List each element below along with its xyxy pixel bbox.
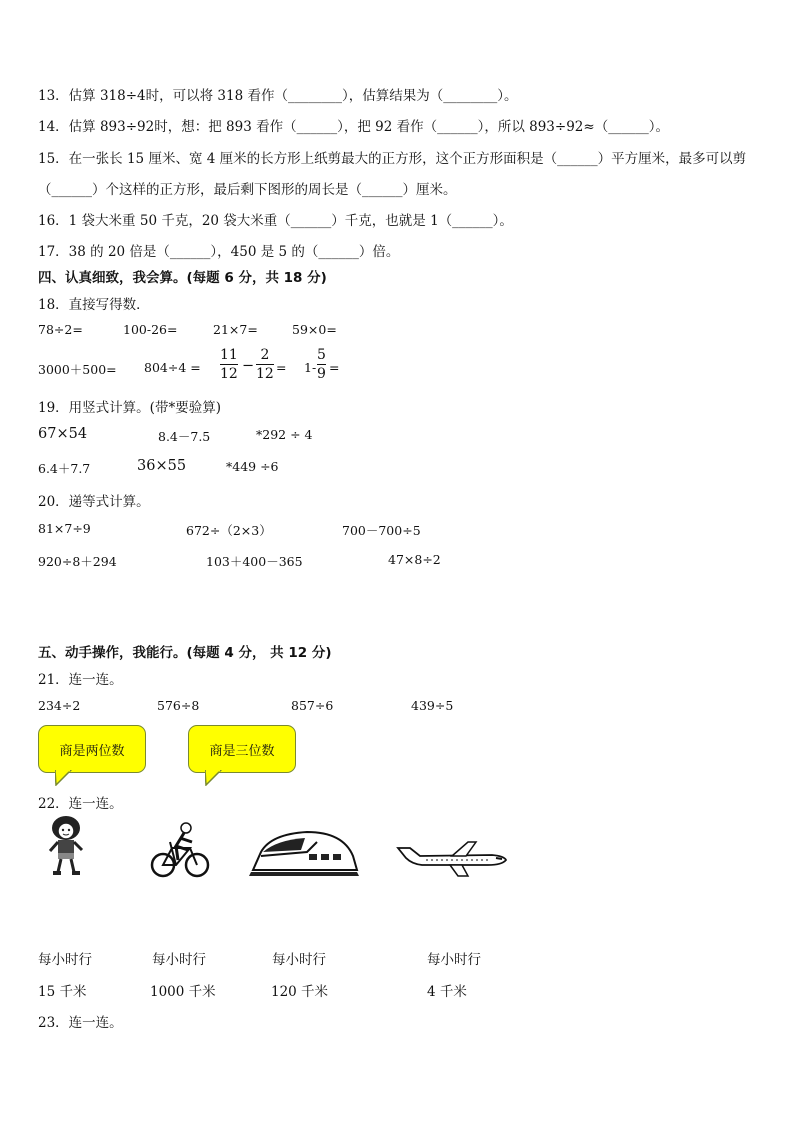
bubble-three-digit[interactable] [188,725,296,773]
speed-value[interactable]: 15 千米 [38,984,87,1000]
question-17: 17．38 的 20 倍是（______），450 是 5 的（______）倍。 [38,244,400,260]
division-item[interactable]: 857÷6 [291,698,334,713]
question-23: 23．连一连。 [38,1015,123,1031]
calc-item: 67×54 [38,426,88,442]
bubble-two-digit[interactable] [38,725,146,773]
calc-item: 8.4－7.5 [158,429,211,444]
speed-label: 每小时行 [427,952,481,968]
bubble-label: 商是两位数 [59,743,125,759]
minus-sign: − [242,358,255,374]
equals-sign: = [276,360,287,375]
question-21: 21．连一连。 [38,672,123,688]
high-speed-train-icon[interactable] [247,826,359,878]
calc-item: 3000＋500= [38,362,117,377]
calc-item: 100-26= [123,322,178,337]
cyclist-icon[interactable] [150,820,210,880]
calc-item: 804÷4 = [144,360,201,375]
division-item[interactable]: 234÷2 [38,698,81,713]
section-5-heading: 五、动手操作，我能行。(每题 4 分， 共 12 分) [38,645,332,661]
speed-value[interactable]: 1000 千米 [150,984,216,1000]
airplane-icon[interactable] [396,838,508,878]
fraction-5-9: 5 9 [317,347,326,382]
calc-item: 81×7÷9 [38,521,91,536]
question-20: 20．递等式计算。 [38,494,150,510]
question-16: 16．1 袋大米重 50 千克，20 袋大米重（______）千克，也就是 1（______）。 [38,213,513,229]
speed-value[interactable]: 4 千米 [427,984,467,1000]
calc-item: 672÷（2×3） [186,523,272,538]
division-item[interactable]: 576÷8 [157,698,200,713]
bubble-label: 商是三位数 [209,743,275,759]
speed-label: 每小时行 [272,952,326,968]
speed-label: 每小时行 [152,952,206,968]
speed-label: 每小时行 [38,952,92,968]
question-13: 13．估算 318÷4时，可以将 318 看作（________），估算结果为（________）。 [38,88,518,104]
bubble-tail-icon [55,770,75,786]
calc-item: 47×8÷2 [388,552,441,567]
calc-item: 920÷8＋294 [38,554,117,569]
question-22: 22．连一连。 [38,796,123,812]
equals-sign: = [329,360,340,375]
calc-item: 103＋400－365 [206,554,303,569]
calc-item: 36×55 [137,458,187,474]
calc-item: 700－700÷5 [342,523,421,538]
section-4-heading: 四、认真细致，我会算。(每题 6 分，共 18 分) [38,270,327,286]
calc-item: *292 ÷ 4 [256,427,313,442]
calc-item: 6.4＋7.7 [38,461,91,476]
division-item[interactable]: 439÷5 [411,698,454,713]
bubble-tail-icon [205,770,225,786]
question-14: 14．估算 893÷92时，想：把 893 看作（______），把 92 看作（______），所以 893÷92≈（______）。 [38,119,669,135]
question-18: 18．直接写得数． [38,297,150,313]
calc-item: 59×0= [292,322,337,337]
fraction-2-12: 2 12 [256,347,274,382]
question-19: 19．用竖式计算。(带*要验算) [38,400,221,416]
speed-value[interactable]: 120 千米 [271,984,329,1000]
question-15-line1: 15．在一张长 15 厘米、宽 4 厘米的长方形上纸剪最大的正方形，这个正方形面积是（______）平方厘米，最多可以剪 [38,151,747,167]
calc-item: 21×7= [213,322,258,337]
calc-item: *449 ÷6 [226,459,279,474]
one-minus: 1- [304,360,317,375]
girl-walking-icon[interactable] [44,815,88,877]
calc-item: 78÷2= [38,322,83,337]
question-15-line2: （______）个这样的正方形，最后剩下图形的周长是（______）厘米。 [38,182,457,198]
fraction-11-12: 11 12 [220,347,238,382]
